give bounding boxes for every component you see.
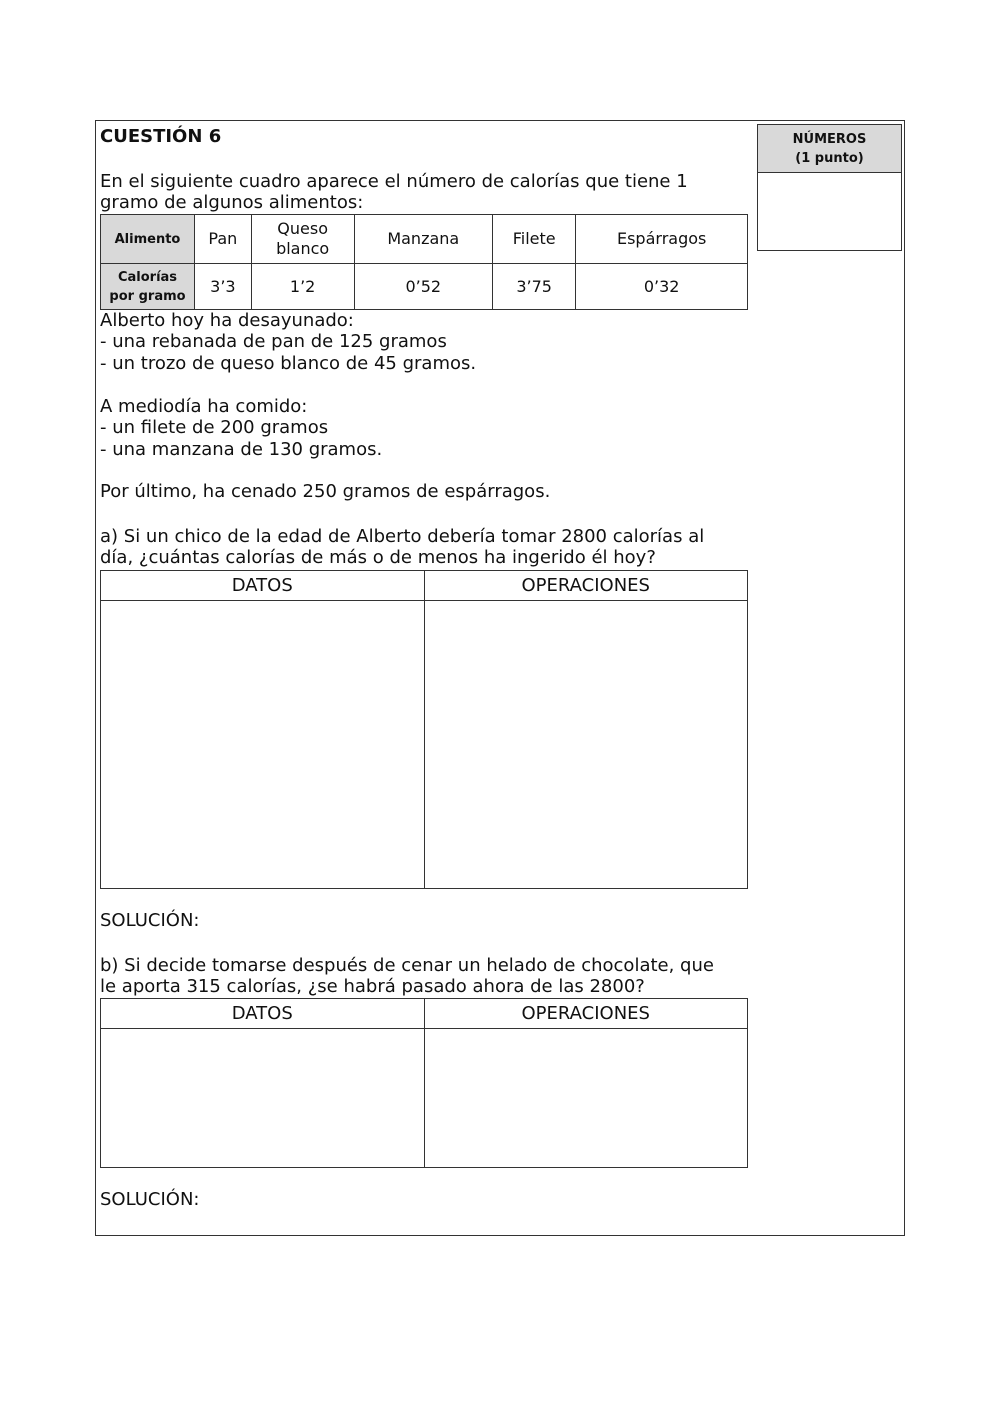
part-b-operaciones-header: OPERACIONES [424, 999, 748, 1029]
food-value-filete: 3’75 [493, 264, 576, 310]
part-a-operaciones-area[interactable] [424, 601, 748, 889]
food-value-esparragos: 0’32 [576, 264, 748, 310]
breakfast-line-2: - una rebanada de pan de 125 gramos [100, 331, 447, 352]
food-name-manzana: Manzana [354, 215, 492, 264]
food-value-pan: 3’3 [195, 264, 252, 310]
part-a-operaciones-header: OPERACIONES [424, 571, 748, 601]
score-box-header [758, 125, 901, 173]
part-a-question-line-2: día, ¿cuántas calorías de más o de menos ha ingerido él hoy? [100, 547, 656, 568]
score-box [757, 124, 902, 251]
breakfast-line-3: - un trozo de queso blanco de 45 gramos. [100, 353, 477, 374]
question-title: CUESTIÓN 6 [100, 126, 222, 147]
part-b-datos-header: DATOS [101, 999, 425, 1029]
value-label-line-2: por gramo [109, 288, 186, 304]
part-b-question-line-1: b) Si decide tomarse después de cenar un helado de chocolate, que [100, 955, 714, 976]
question-intro-line-2: gramo de algunos alimentos: [100, 192, 364, 213]
part-b-operaciones-area[interactable] [424, 1029, 748, 1168]
part-a-datos-header: DATOS [101, 571, 425, 601]
part-a-question-line-1: a) Si un chico de la edad de Alberto debería tomar 2800 calorías al [100, 526, 705, 547]
breakfast-line-1: Alberto hoy ha desayunado: [100, 310, 354, 331]
food-name-filete: Filete [493, 215, 576, 264]
food-value-manzana: 0’52 [354, 264, 492, 310]
lunch-line-2: - un filete de 200 gramos [100, 417, 329, 438]
calorie-table-value-label [101, 264, 195, 310]
score-box-topic: NÚMEROS [792, 131, 867, 147]
part-b-work-table [100, 998, 748, 1168]
food-name-queso-line-2: blanco [276, 239, 330, 258]
calorie-table [100, 214, 748, 310]
part-a-solution-label: SOLUCIÓN: [100, 910, 200, 931]
calorie-table-header-row [101, 215, 748, 264]
food-name-queso-line-1: Queso [277, 219, 328, 238]
lunch-line-3: - una manzana de 130 gramos. [100, 439, 383, 460]
calorie-table-value-row [101, 264, 748, 310]
food-name-pan: Pan [195, 215, 252, 264]
food-value-queso-blanco: 1’2 [251, 264, 354, 310]
lunch-line-1: A mediodía ha comido: [100, 396, 308, 417]
score-box-grade-area[interactable] [758, 173, 901, 251]
part-a-datos-area[interactable] [101, 601, 425, 889]
score-box-points: (1 punto) [795, 150, 864, 166]
part-b-solution-label: SOLUCIÓN: [100, 1189, 200, 1210]
calorie-table-header-label: Alimento [101, 215, 195, 264]
dinner-line: Por último, ha cenado 250 gramos de espárragos. [100, 481, 551, 502]
part-b-question-line-2: le aporta 315 calorías, ¿se habrá pasado ahora de las 2800? [100, 976, 645, 997]
part-b-datos-area[interactable] [101, 1029, 425, 1168]
food-name-esparragos: Espárragos [576, 215, 748, 264]
question-intro-line-1: En el siguiente cuadro aparece el número de calorías que tiene 1 [100, 171, 688, 192]
food-name-queso-blanco [251, 215, 354, 264]
part-a-work-table [100, 570, 748, 889]
value-label-line-1: Calorías [117, 269, 178, 285]
